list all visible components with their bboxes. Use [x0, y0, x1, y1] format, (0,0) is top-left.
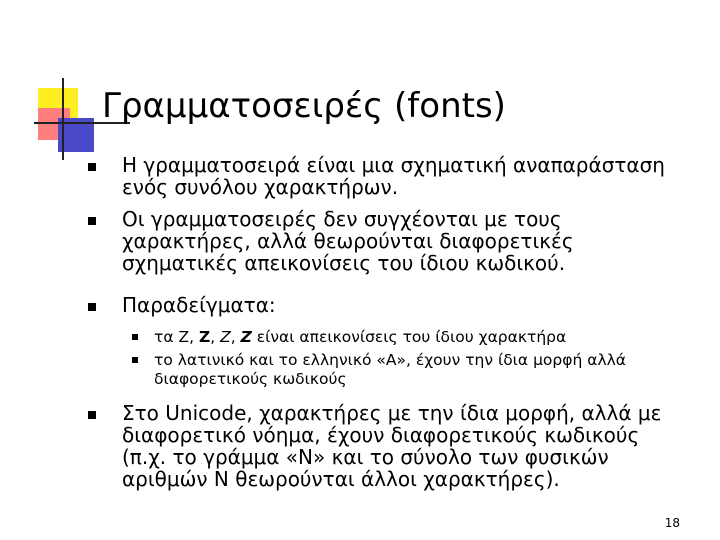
bullet-text: Η γραμματοσειρά είναι μια σχηματική αναπαράσταση ενός συνόλου χαρακτήρων.	[122, 153, 665, 199]
sub-bullet-item	[154, 351, 626, 389]
z-regular: Z	[178, 328, 190, 346]
bullet-item	[122, 154, 665, 198]
bullet-item	[122, 208, 574, 274]
sub-bullet-item	[154, 328, 566, 347]
z-italic: Z	[220, 328, 231, 346]
square-bullet-icon	[132, 334, 138, 340]
square-bullet-icon	[88, 411, 96, 419]
z-bold: Z	[198, 328, 211, 346]
square-bullet-icon	[88, 163, 96, 171]
sub-bullet-text: τα Z, Z, Z, Z είναι απεικονίσεις του ίδιου χαρακτήρα	[154, 328, 567, 346]
bullet-text: Οι γραμματοσειρές δεν συγχέονται με τους χαρακτήρες, αλλά θεωρούνται διαφορετικές σχηματικές απεικονίσεις του ίδιου κωδικού.	[122, 207, 574, 275]
z-bold-italic: Z	[240, 328, 252, 346]
bullet-item	[122, 402, 661, 490]
bullet-item	[122, 294, 276, 316]
bullet-text: Παραδείγματα:	[122, 293, 276, 317]
slide-title: Γραμματοσειρές (fonts)	[102, 86, 506, 126]
page-number: 18	[664, 516, 680, 530]
square-bullet-icon	[88, 217, 96, 225]
deco-vertical-line	[62, 78, 64, 160]
square-bullet-icon	[132, 357, 138, 363]
bullet-text: Στο Unicode, χαρακτήρες με την ίδια μορφή, αλλά με διαφορετικό νόημα, έχουν διαφορετικούς κωδικούς (π.χ. το γράμμα «Ν» και το σύνολο των φυσικών αριθμών Ν θεωρούνται άλλοι χαρακτήρες).	[122, 401, 662, 491]
square-bullet-icon	[88, 303, 96, 311]
sub-bullet-text: το λατινικό και το ελληνικό «Α», έχουν την ίδια μορφή αλλά διαφορετικούς κωδικούς	[154, 351, 627, 388]
